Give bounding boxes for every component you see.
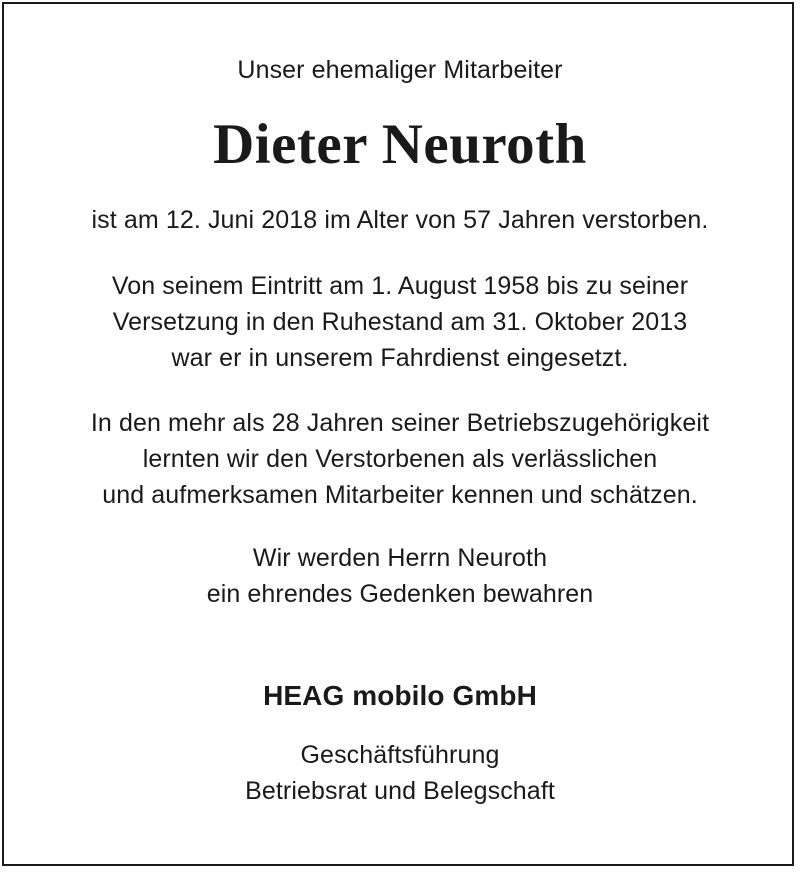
career-line: Versetzung in den Ruhestand am 31. Oktober 2013 <box>112 308 688 336</box>
memory-line: ein ehrendes Gedenken bewahren <box>206 580 594 608</box>
death-announcement: ist am 12. Juni 2018 im Alter von 57 Jahren verstorben. <box>91 206 709 234</box>
tenure-line: In den mehr als 28 Jahren seiner Betriebszugehörigkeit <box>90 409 710 437</box>
career-line: war er in unserem Fahrdienst eingesetzt. <box>171 344 629 372</box>
memory-paragraph <box>0 540 800 612</box>
deceased-name: Dieter Neuroth <box>213 113 587 176</box>
company-name: HEAG mobilo GmbH <box>263 680 537 711</box>
career-line: Von seinem Eintritt am 1. August 1958 bis zu seiner <box>111 272 689 300</box>
tenure-paragraph <box>0 405 800 513</box>
signer-line: Betriebsrat und Belegschaft <box>245 777 555 805</box>
career-paragraph <box>0 268 800 376</box>
tenure-line: und aufmerksamen Mitarbeiter kennen und schätzen. <box>102 481 698 509</box>
intro-text: Unser ehemaliger Mitarbeiter <box>237 56 563 84</box>
signers-block <box>0 737 800 809</box>
signer-line: Geschäftsführung <box>300 741 500 769</box>
memory-line: Wir werden Herrn Neuroth <box>252 544 548 572</box>
tenure-line: lernten wir den Verstorbenen als verlässlichen <box>142 445 658 473</box>
